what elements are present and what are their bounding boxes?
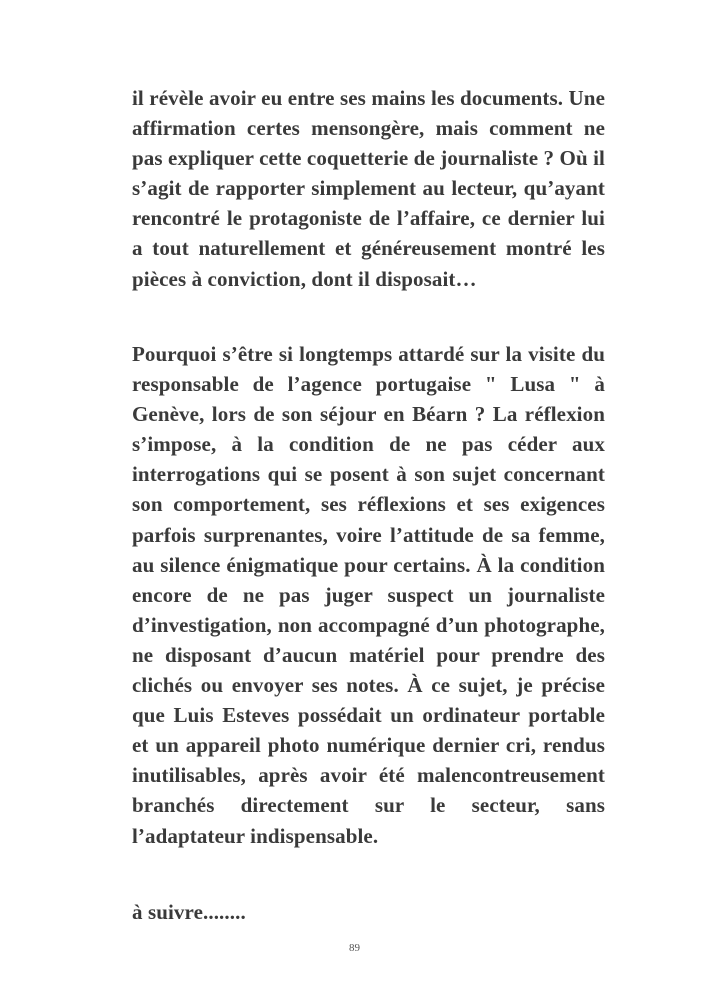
- paragraph-2: Pourquoi s’être si longtemps attardé sur la visite du responsable de l’agence portugaise " Lusa " à Genève, lors de son séjour en Béarn ? La réflexion s’impose, à la condition de ne pas céder aux interrogations qui se posent à son sujet concernant son comportement, ses réflexions et ses exigences parfois surprenantes, voire l’attitude de sa femme, au silence énigmatique pour certains. À la condition encore de ne pas juger suspect un journaliste d’investigation, non accompagné d’un photographe, ne disposant d’aucun matériel pour prendre des clichés ou envoyer ses notes. À ce sujet, je précise que Luis Esteves possédait un ordinateur portable et un appareil photo numérique dernier cri, rendus inutilisables, après avoir été malencontreusement branchés directement sur le secteur, sans l’adaptateur indispensable.: [132, 342, 605, 848]
- paragraph-1: il révèle avoir eu entre ses mains les documents. Une affirmation certes mensongère, mais comment ne pas expliquer cette coquetterie de journaliste ? Où il s’agit de rapporter simplement au lecteur, qu’ayant rencontré le protagoniste de l’affaire, ce dernier lui a tout naturellement et généreusement montré les pièces à conviction, dont il disposait…: [132, 86, 605, 291]
- paragraph-to-be-continued: à suivre........: [132, 900, 246, 924]
- page-number: 89: [349, 942, 360, 954]
